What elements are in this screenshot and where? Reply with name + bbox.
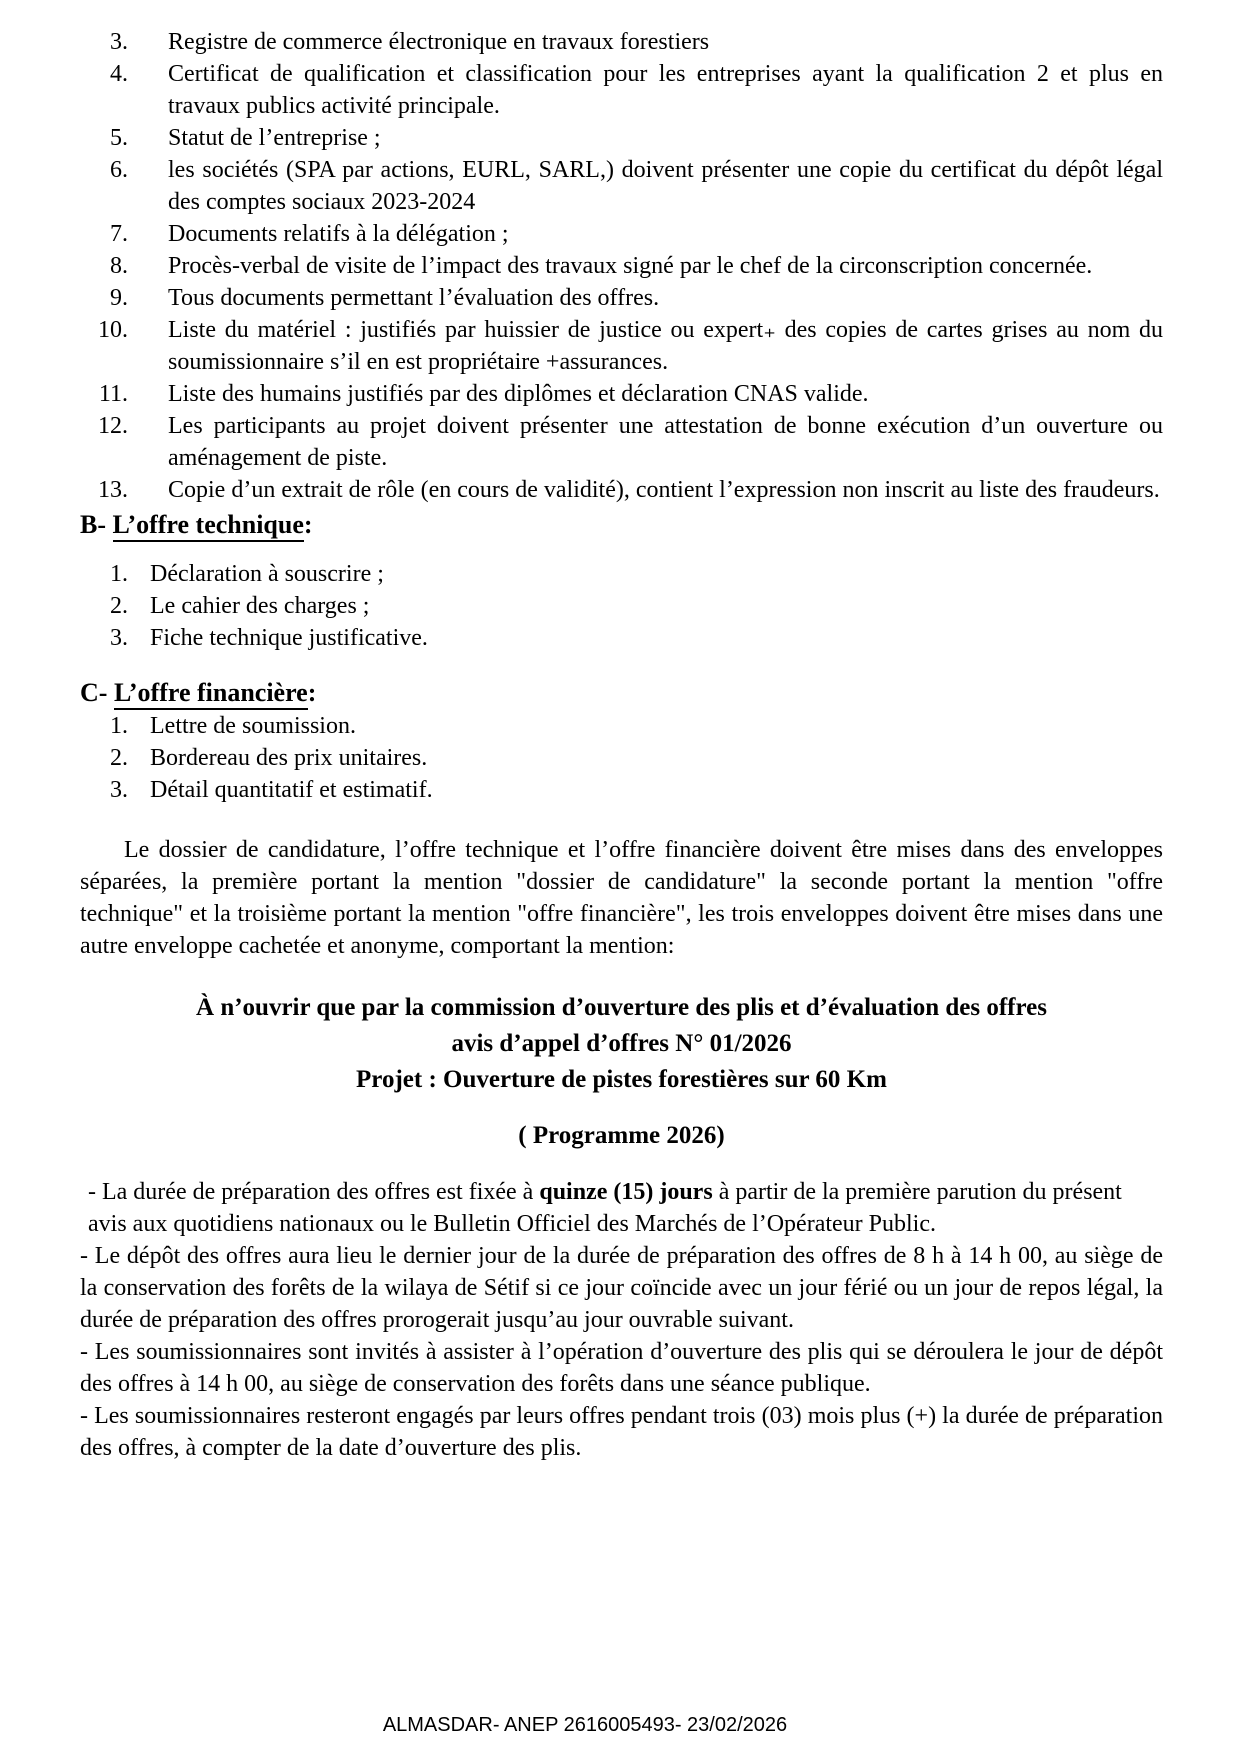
engagement-paragraph: - Les soumissionnaires resteront engagés par leurs offres pendant trois (03) mois plus (+) la durée de préparation des offres, à compter de la date d’ouverture des plis. <box>80 1403 1163 1461</box>
list-item <box>80 742 1163 774</box>
list-item <box>80 282 1163 314</box>
programme-line: ( Programme 2026) <box>518 1122 725 1149</box>
list-item <box>80 122 1163 154</box>
section-b-colon: : <box>303 510 313 539</box>
section-c-prefix: C- <box>80 678 108 707</box>
conditions-paragraphs <box>80 1176 1163 1464</box>
list-item-number: 1. <box>110 713 128 739</box>
list-item <box>80 58 1163 122</box>
deposit-paragraph: - Le dépôt des offres aura lieu le dernier jour de la durée de préparation des offres de 8 h à 14 h 00, au siège de la conservation des forêts de la wilaya de Sétif si ce jour coïncide avec un jour férié ou un jour de repos légal, la durée de préparation des offres prorogerait jusqu’au jour ouvrable suivant. <box>80 1243 1163 1333</box>
list-item <box>80 558 1163 590</box>
envelope-mention-block <box>80 990 1163 1098</box>
list-item-text: Documents relatifs à la délégation ; <box>168 221 509 247</box>
list-item-number: 1. <box>110 561 128 587</box>
list-item <box>80 154 1163 218</box>
document-content <box>80 26 1163 1464</box>
list-item <box>80 474 1163 506</box>
list-item-text: Certificat de qualification et classification pour les entreprises ayant la qualification 2 et plus en travaux publics activité principale. <box>168 61 1163 119</box>
list-item-text: Lettre de soumission. <box>150 713 356 739</box>
section-c-title: L’offre financière <box>114 678 308 710</box>
list-item-text: Tous documents permettant l’évaluation des offres. <box>168 285 660 311</box>
mention-line-3: Projet : Ouverture de pistes forestières sur 60 Km <box>356 1066 887 1093</box>
duration-text-post: à partir de la première parution du présent avis aux quotidiens nationaux ou le Bulletin Officiel des Marchés de l’Opérateur Public. <box>88 1179 1122 1237</box>
list-item <box>80 26 1163 58</box>
list-item-text: Détail quantitatif et estimatif. <box>150 777 433 803</box>
opening-paragraph: - Les soumissionnaires sont invités à assister à l’opération d’ouverture des plis qui se déroulera le jour de dépôt des offres à 14 h 00, au siège de conservation des forêts dans une séance publique. <box>80 1339 1163 1397</box>
list-item-text: Statut de l’entreprise ; <box>168 125 381 151</box>
candidature-list <box>80 26 1163 506</box>
duration-text-pre: - La durée de préparation des offres est fixée à <box>88 1179 540 1205</box>
list-item-number: 6. <box>110 157 128 183</box>
list-item-number: 13. <box>98 477 128 503</box>
section-b-title: L’offre technique <box>113 510 304 542</box>
list-item <box>80 218 1163 250</box>
list-item-number: 2. <box>110 745 128 771</box>
list-item-number: 3. <box>110 625 128 651</box>
list-item-number: 7. <box>110 221 128 247</box>
list-item <box>80 710 1163 742</box>
list-item <box>80 774 1163 806</box>
list-item-text: Les participants au projet doivent présenter une attestation de bonne exécution d’un ouverture ou aménagement de piste. <box>168 413 1163 471</box>
offre-technique-list <box>80 558 1163 654</box>
list-item <box>80 378 1163 410</box>
anep-footer: ALMASDAR- ANEP 2616005493- 23/02/2026 <box>382 1714 788 1736</box>
list-item <box>80 314 1163 378</box>
offre-financiere-list <box>80 710 1163 806</box>
list-item <box>80 622 1163 654</box>
list-item <box>80 590 1163 622</box>
list-item-text: les sociétés (SPA par actions, EURL, SARL,) doivent présenter une copie du certificat du dépôt légal des comptes sociaux 2023-2024 <box>168 157 1163 215</box>
list-item-number: 8. <box>110 253 128 279</box>
list-item-number: 4. <box>110 61 128 87</box>
list-item-text: Le cahier des charges ; <box>150 593 370 619</box>
list-item-number: 10. <box>98 317 128 343</box>
envelopes-paragraph: Le dossier de candidature, l’offre technique et l’offre financière doivent être mises dans des enveloppes séparées, la première portant la mention "dossier de candidature" la seconde portant la mention "offre technique" et la troisième portant la mention "offre financière", les trois enveloppes doivent être mises dans une autre enveloppe cachetée et anonyme, comportant la mention: <box>80 837 1163 959</box>
list-item-text: Registre de commerce électronique en travaux forestiers <box>168 29 710 55</box>
list-item-text: Fiche technique justificative. <box>150 625 428 651</box>
list-item-number: 3. <box>110 777 128 803</box>
mention-line-2: avis d’appel d’offres N° 01/2026 <box>451 1030 792 1057</box>
list-item-text: Bordereau des prix unitaires. <box>150 745 428 771</box>
list-item-number: 9. <box>110 285 128 311</box>
list-item-number: 12. <box>98 413 128 439</box>
list-item-number: 11. <box>98 381 128 407</box>
list-item-number: 3. <box>110 29 128 55</box>
list-item <box>80 410 1163 474</box>
list-item <box>80 250 1163 282</box>
section-b-prefix: B- <box>80 510 106 539</box>
list-item-number: 2. <box>110 593 128 619</box>
list-item-text: Copie d’un extrait de rôle (en cours de validité), contient l’expression non inscrit au liste des fraudeurs. <box>168 477 1160 503</box>
list-item-text: Liste du matériel : justifiés par huissier de justice ou expert₊ des copies de cartes grises au nom du soumissionnaire s’il en est propriétaire +assurances. <box>168 317 1163 375</box>
duration-bold: quinze (15) jours <box>539 1179 713 1205</box>
list-item-text: Liste des humains justifiés par des diplômes et déclaration CNAS valide. <box>168 381 869 407</box>
section-b-heading <box>80 508 1163 542</box>
list-item-text: Déclaration à souscrire ; <box>150 561 384 587</box>
section-c-colon: : <box>307 678 317 707</box>
list-item-text: Procès-verbal de visite de l’impact des travaux signé par le chef de la circonscription concernée. <box>168 253 1093 279</box>
section-c-heading <box>80 676 1163 710</box>
list-item-number: 5. <box>110 125 128 151</box>
duration-paragraph <box>80 1176 1163 1240</box>
mention-line-1: À n’ouvrir que par la commission d’ouverture des plis et d’évaluation des offres <box>196 994 1047 1021</box>
